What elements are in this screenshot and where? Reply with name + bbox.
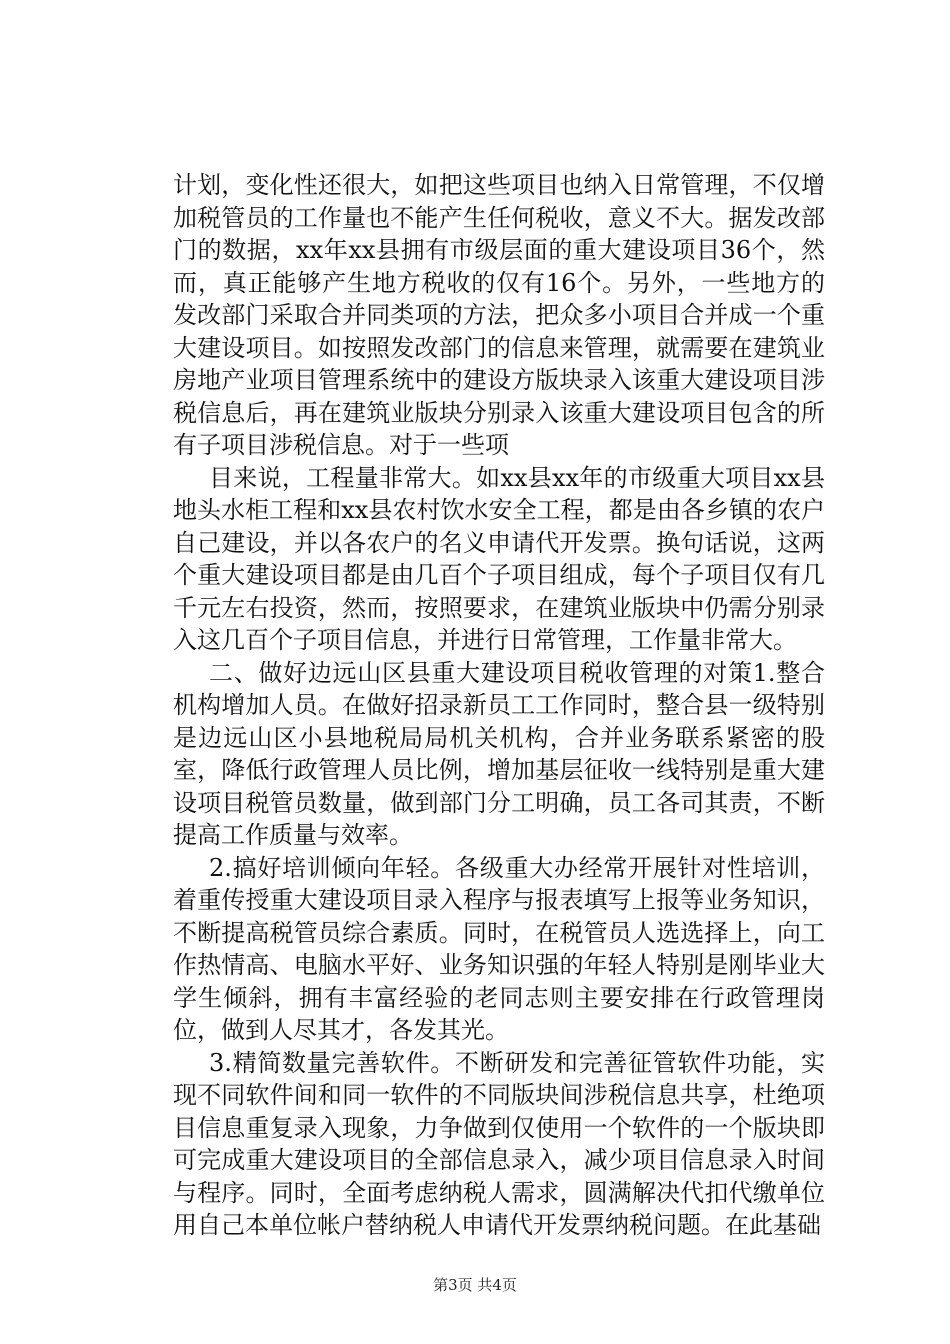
paragraph-4: 2.搞好培训倾向年轻。各级重大办经常开展针对性培训，着重传授重大建设项目录入程序与报表填写上报等业务知识，不断提高税管员综合素质。同时，在税管员人选选择上，向工作热情高、电脑水平好、业务知识强的年轻人特别是刚毕业大学生倾斜，拥有丰富经验的老同志则主要安排在行政管理岗位，做到人尽其才，各发其光。 (173, 853, 825, 1044)
paragraph-5: 3.精简数量完善软件。不断研发和完善征管软件功能，实现不同软件间和同一软件的不同版块间涉税信息共享，杜绝项目信息重复录入现象，力争做到仅使用一个软件的一个版块即可完成重大建设项目的全部信息录入，减少项目信息录入时间与程序。同时，全面考虑纳税人需求，圆满解决代扣代缴单位用自己本单位帐户替纳税人申请代开发票纳税问题。在此基础 (173, 1048, 825, 1239)
paragraph-1: 计划，变化性还很大，如把这些项目也纳入日常管理，不仅增加税管员的工作量也不能产生任何税收，意义不大。据发改部门的数据，xx年xx县拥有市级层面的重大建设项目36个，然而，真正能够产生地方税收的仅有16个。另外，一些地方的发改部门采取合并同类项的方法，把众多小项目合并成一个重大建设项目。如按照发改部门的信息来管理，就需要在建筑业房地产业项目管理系统中的建设方版块录入该重大建设项目涉税信息后，再在建筑业版块分别录入该重大建设项目包含的所有子项目涉税信息。对于一些项 (173, 171, 825, 459)
paragraph-2: 目来说，工程量非常大。如xx县xx年的市级重大项目xx县地头水柜工程和xx县农村饮水安全工程，都是由各乡镇的农户自己建设，并以各农户的名义申请代开发票。换句话说，这两个重大建设项目都是由几百个子项目组成，每个子项目仅有几千元左右投资，然而，按照要求，在建筑业版块中仍需分别录入这几百个子项目信息，并进行日常管理，工作量非常大。 (173, 463, 825, 654)
paragraph-3: 二、做好边远山区县重大建设项目税收管理的对策1.整合机构增加人员。在做好招录新员工工作同时，整合县一级特别是边远山区小县地税局局机关机构，合并业务联系紧密的股室，降低行政管理人员比例，增加基层征收一线特别是重大建设项目税管员数量，做到部门分工明确，员工各司其责，不断提高工作质量与效率。 (173, 658, 825, 849)
document-body (173, 169, 825, 1242)
page-number-footer: 第3页 共4页 (433, 1276, 517, 1294)
